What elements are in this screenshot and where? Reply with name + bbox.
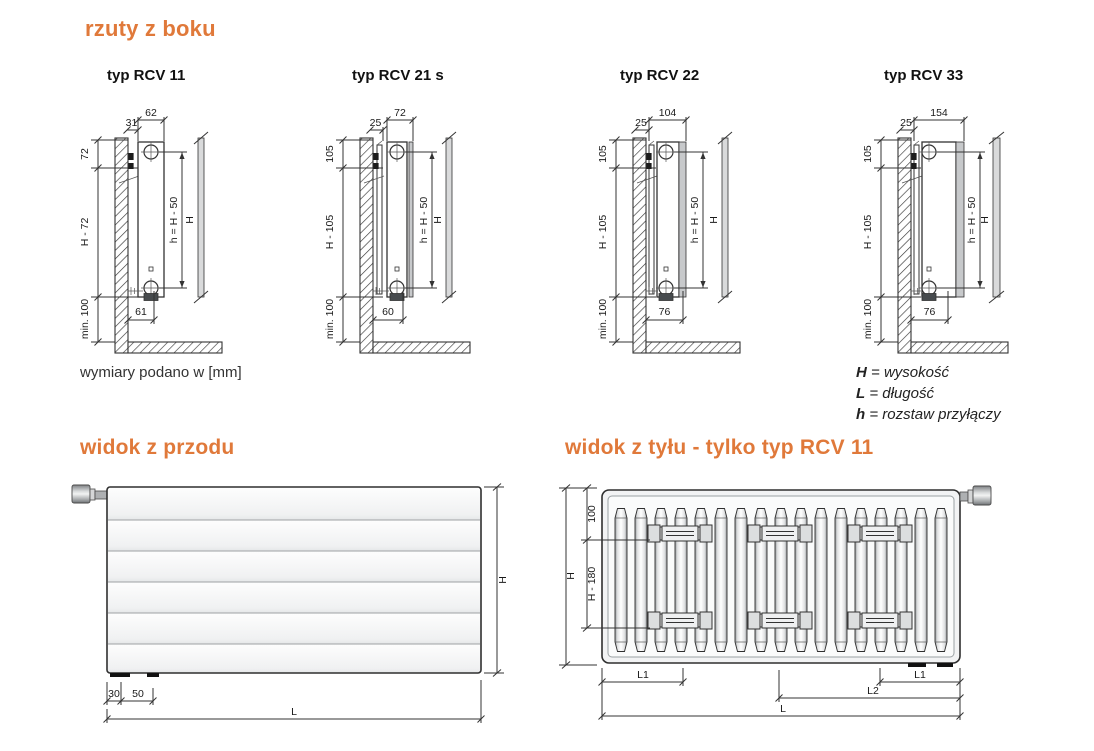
mounting-bracket	[748, 525, 812, 542]
floor	[128, 342, 222, 353]
height-dimension	[708, 132, 732, 303]
dim-label-floor-clearance: min. 100	[324, 298, 336, 340]
mounting-foot	[110, 673, 130, 677]
legend-symbol: h	[856, 406, 866, 423]
dim-label-depth: 72	[394, 107, 406, 119]
mounting-foot	[937, 663, 953, 667]
height-dimension	[432, 132, 456, 303]
height-dimension	[184, 132, 208, 303]
front-panel-edge	[679, 142, 686, 297]
water-channel	[635, 509, 647, 652]
depth-dimensions	[632, 107, 690, 141]
dim-label-wall-offset: 25	[635, 117, 647, 129]
wall-bracket	[128, 153, 133, 160]
floor	[911, 342, 1008, 353]
mounting-bracket	[848, 525, 912, 542]
dim-label-bottom-offset: 60	[382, 306, 394, 318]
dim-label-wall-offset: 31	[125, 117, 138, 129]
side-view-title-rcv21s: typ RCV 21 s	[352, 67, 444, 84]
wall	[115, 138, 128, 353]
side-view-drawing-rcv22	[593, 95, 843, 365]
dim-label-top-margin: 105	[862, 145, 874, 163]
dim-label-connection-spacing: h = H - 50	[418, 196, 430, 244]
front-panel-edge	[409, 142, 413, 297]
dim-label-wall-span: H - 72	[79, 217, 91, 247]
dim-label-connection-spacing: h = H - 50	[966, 196, 978, 244]
dim-label-height: H	[979, 216, 991, 224]
mounting-bracket	[648, 612, 712, 629]
side-view-title-rcv11: typ RCV 11	[107, 67, 186, 84]
side-view-drawing-rcv21s	[320, 95, 570, 365]
legend-item-L	[856, 383, 1001, 404]
height-dimension	[484, 484, 509, 677]
radiator-panel-section	[657, 142, 679, 297]
dim-label-wall-span: H - 105	[862, 214, 874, 250]
dim-label-depth: 62	[145, 107, 157, 119]
thermostatic-valve-icon	[960, 486, 991, 505]
dim-label-floor-clearance: min. 100	[597, 298, 609, 340]
side-view-title-rcv33: typ RCV 33	[884, 67, 964, 84]
dim-label-L: L	[291, 706, 297, 718]
dim-label-100: 100	[586, 505, 598, 523]
wall-bracket	[911, 153, 916, 160]
dim-label-height: H	[708, 216, 720, 224]
wall	[898, 138, 911, 353]
dim-label-bottom-offset: 76	[658, 306, 671, 318]
legend-text: = wysokość	[871, 364, 949, 381]
dim-label-connection-spacing: h = H - 50	[689, 196, 701, 244]
dim-label-50: 50	[132, 688, 144, 700]
depth-dimensions	[124, 107, 168, 141]
rear-view-drawing	[555, 470, 1015, 730]
side-view-drawing-rcv11	[75, 95, 325, 365]
dim-label-L1-right: L1	[914, 669, 926, 681]
dim-label-top-margin: 105	[324, 145, 336, 163]
legend-item-H	[856, 362, 1001, 383]
dim-label-wall-span: H - 105	[324, 214, 336, 250]
depth-dimensions	[367, 107, 417, 141]
radiator-panel-section	[922, 142, 956, 297]
wall	[633, 138, 646, 353]
dim-label-top-margin: 105	[597, 145, 609, 163]
mounting-bracket	[648, 525, 712, 542]
dimension-legend	[856, 362, 1001, 425]
bottom-valve-block	[390, 294, 404, 301]
depth-dimensions	[897, 107, 968, 141]
mounting-bracket	[748, 612, 812, 629]
legend-symbol: H	[856, 364, 867, 381]
dim-label-height: H	[432, 216, 444, 224]
mounting-foot	[147, 673, 159, 677]
thermostatic-valve-icon	[72, 485, 107, 503]
dim-label-floor-clearance: min. 100	[79, 298, 91, 340]
dim-label-depth: 104	[658, 107, 677, 119]
dim-label-connection-spacing: h = H - 50	[168, 196, 180, 244]
radiator-panel-section	[138, 142, 164, 297]
legend-item-h	[856, 404, 1001, 425]
water-channel	[735, 509, 747, 652]
dim-label-30: 30	[108, 688, 120, 700]
dim-label-floor-clearance: min. 100	[862, 298, 874, 340]
dim-label-wall-span: H - 105	[597, 214, 609, 250]
dim-label-H: H	[497, 576, 509, 584]
water-channel	[615, 509, 627, 652]
dim-label-wall-offset: 25	[900, 117, 912, 129]
legend-text: = długość	[869, 385, 934, 402]
water-channel	[915, 509, 927, 652]
legend-symbol: L	[856, 385, 866, 402]
bottom-valve-block	[922, 294, 936, 301]
front-view-title: widok z przodu	[80, 436, 235, 459]
water-channel	[935, 509, 947, 652]
bottom-dimensions	[599, 668, 964, 720]
dim-label-height: H	[184, 216, 196, 224]
dim-label-bottom-offset: 61	[135, 306, 147, 318]
dim-label-L: L	[780, 703, 786, 715]
length-dimension	[104, 680, 485, 723]
water-channel	[715, 509, 727, 652]
floor	[373, 342, 470, 353]
units-note: wymiary podano w [mm]	[80, 364, 242, 381]
legend-text: = rozstaw przyłączy	[869, 406, 1001, 423]
foot-dimensions	[104, 682, 157, 705]
mounting-bracket	[848, 612, 912, 629]
rear-view-title: widok z tyłu - tylko typ RCV 11	[565, 436, 874, 459]
dim-label-top-margin: 72	[79, 148, 91, 160]
front-panel-edge	[956, 142, 964, 297]
wall	[360, 138, 373, 353]
floor	[646, 342, 740, 353]
front-view-drawing	[60, 470, 530, 730]
water-channel	[835, 509, 847, 652]
side-view-drawing-rcv33	[858, 95, 1094, 365]
mounting-foot	[908, 663, 926, 667]
bottom-valve-block	[659, 294, 673, 301]
dim-label-H: H	[565, 572, 577, 580]
dim-label-depth: 154	[930, 107, 948, 119]
bottom-valve-block	[144, 294, 158, 301]
radiator-panel-section	[387, 142, 407, 297]
dim-label-bottom-offset: 76	[923, 306, 936, 318]
side-view-title-rcv22: typ RCV 22	[620, 67, 700, 84]
dim-label-wall-offset: 25	[369, 117, 382, 129]
dim-label-H180: H - 180	[586, 566, 598, 602]
height-dimension	[979, 132, 1004, 303]
wall-bracket	[646, 153, 651, 160]
page-title: rzuty z boku	[85, 16, 216, 41]
water-channel	[815, 509, 827, 652]
dim-label-L2: L2	[867, 685, 879, 697]
wall-bracket	[373, 153, 378, 160]
dim-label-L1-left: L1	[637, 669, 649, 681]
